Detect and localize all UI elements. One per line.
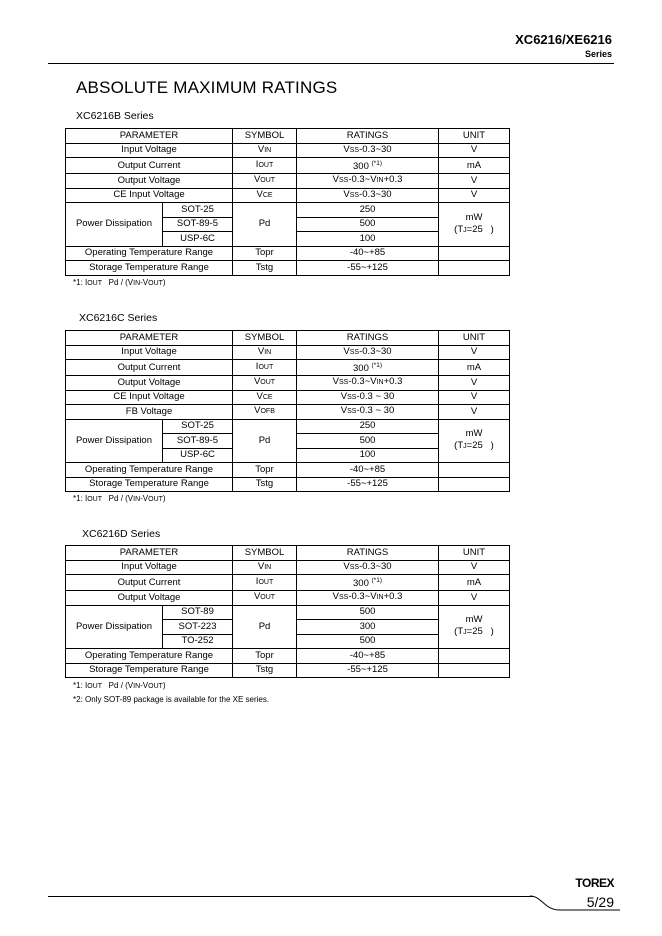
unit-cell: mA xyxy=(439,158,510,174)
symbol-cell: Tstg xyxy=(233,261,297,276)
rating-cell: 500 xyxy=(297,634,439,649)
unit-cell xyxy=(439,649,510,664)
symbol-cell: Topr xyxy=(233,649,297,664)
col-unit: UNIT xyxy=(439,331,510,346)
symbol-cell: IOUT xyxy=(233,158,297,174)
symbol-cell: Pd xyxy=(233,203,297,247)
col-symbol: SYMBOL xyxy=(233,546,297,561)
page-title: ABSOLUTE MAXIMUM RATINGS xyxy=(76,78,338,97)
document-header-subtitle: Series xyxy=(584,49,612,59)
unit-cell xyxy=(439,463,510,478)
symbol-cell: VOUT xyxy=(233,591,297,606)
col-unit: UNIT xyxy=(439,129,510,144)
param-cell: CE Input Voltage xyxy=(66,390,233,405)
table-row xyxy=(66,376,510,391)
symbol-cell: VOUT xyxy=(233,174,297,189)
rating-cell: 300 $^{(*1)}$ xyxy=(297,158,439,174)
rating-cell: 500 xyxy=(297,434,439,449)
param-cell: Power Dissipation xyxy=(66,605,163,649)
param-cell: Input Voltage xyxy=(66,143,233,158)
rating-cell: 250 xyxy=(297,419,439,434)
rating-cell: 300 $^{(*1)}$ xyxy=(297,575,439,591)
param-cell: Output Current xyxy=(66,360,233,376)
ratings-table-b xyxy=(65,128,510,276)
table-row xyxy=(66,560,510,575)
col-symbol: SYMBOL xyxy=(233,129,297,144)
torex-logo: TOREX xyxy=(575,876,614,890)
unit-cell: V xyxy=(439,188,510,203)
package-cell: SOT-223 xyxy=(163,620,233,635)
param-cell: Operating Temperature Range xyxy=(66,463,233,478)
param-cell: Operating Temperature Range xyxy=(66,649,233,664)
rating-cell: 300 $^{(*1)}$ xyxy=(297,360,439,376)
rating-cell: -40~+85 xyxy=(297,246,439,261)
rating-cell: VSS-0.3~30 xyxy=(297,143,439,158)
unit-cell: mW (TJ=25 ) xyxy=(439,419,510,463)
package-cell: SOT-89-5 xyxy=(163,434,233,449)
symbol-cell: Pd xyxy=(233,605,297,649)
table-header-row xyxy=(66,331,510,346)
unit-cell: mA xyxy=(439,360,510,376)
symbol-cell: Pd xyxy=(233,419,297,463)
table-row xyxy=(66,345,510,360)
unit-cell: mW (TJ=25 ) xyxy=(439,605,510,649)
unit-cell: mA xyxy=(439,575,510,591)
col-symbol: SYMBOL xyxy=(233,331,297,346)
unit-cell: V xyxy=(439,174,510,189)
unit-cell: V xyxy=(439,560,510,575)
package-cell: SOT-89-5 xyxy=(163,217,233,232)
page-number: 5/29 xyxy=(586,894,614,910)
section-title-c: XC6216C Series xyxy=(79,312,158,324)
rating-cell: -55~+125 xyxy=(297,477,439,492)
param-cell: Operating Temperature Range xyxy=(66,246,233,261)
symbol-cell: Topr xyxy=(233,463,297,478)
footnote-1-b: *1: IOUT Pd / (VIN-VOUT) xyxy=(73,278,166,287)
rating-cell: 300 xyxy=(297,620,439,635)
package-cell: SOT-25 xyxy=(163,419,233,434)
param-cell: Output Current xyxy=(66,575,233,591)
unit-cell xyxy=(439,246,510,261)
rating-cell: -55~+125 xyxy=(297,261,439,276)
table-row xyxy=(66,203,510,218)
symbol-cell: IOUT xyxy=(233,575,297,591)
package-cell: SOT-25 xyxy=(163,203,233,218)
footnote-1-d: *1: IOUT Pd / (VIN-VOUT) xyxy=(73,681,166,690)
table-row xyxy=(66,143,510,158)
rating-cell: 100 xyxy=(297,448,439,463)
package-cell: SOT-89 xyxy=(163,605,233,620)
rating-cell: VSS-0.3~30 xyxy=(297,560,439,575)
table-row xyxy=(66,463,510,478)
rating-cell: VSS-0.3 ~ 30 xyxy=(297,405,439,420)
param-cell: Output Current xyxy=(66,158,233,174)
col-parameter: PARAMETER xyxy=(66,129,233,144)
param-cell: Power Dissipation xyxy=(66,203,163,247)
table-row xyxy=(66,246,510,261)
col-ratings: RATINGS xyxy=(297,331,439,346)
unit-cell: V xyxy=(439,390,510,405)
col-ratings: RATINGS xyxy=(297,546,439,561)
table-row xyxy=(66,174,510,189)
param-cell: Storage Temperature Range xyxy=(66,663,233,678)
table-row xyxy=(66,405,510,420)
param-cell: Output Voltage xyxy=(66,174,233,189)
symbol-cell: VIN xyxy=(233,560,297,575)
unit-cell xyxy=(439,663,510,678)
rating-cell: VSS-0.3~30 xyxy=(297,188,439,203)
table-row xyxy=(66,477,510,492)
param-cell: FB Voltage xyxy=(66,405,233,420)
param-cell: Power Dissipation xyxy=(66,419,163,463)
col-unit: UNIT xyxy=(439,546,510,561)
rating-cell: -40~+85 xyxy=(297,649,439,664)
table-row xyxy=(66,591,510,606)
table-row xyxy=(66,188,510,203)
table-header-row xyxy=(66,129,510,144)
section-title-b: XC6216B Series xyxy=(76,110,154,122)
unit-cell: V xyxy=(439,376,510,391)
table-row xyxy=(66,575,510,591)
unit-cell xyxy=(439,261,510,276)
symbol-cell: Tstg xyxy=(233,663,297,678)
unit-cell: V xyxy=(439,405,510,420)
rating-cell: VSS-0.3 ~ 30 xyxy=(297,390,439,405)
table-row xyxy=(66,390,510,405)
param-cell: CE Input Voltage xyxy=(66,188,233,203)
param-cell: Output Voltage xyxy=(66,591,233,606)
rating-cell: 500 xyxy=(297,605,439,620)
rating-cell: -55~+125 xyxy=(297,663,439,678)
param-cell: Input Voltage xyxy=(66,560,233,575)
table-header-row xyxy=(66,546,510,561)
package-cell: USP-6C xyxy=(163,448,233,463)
rating-cell: VSS-0.3~30 xyxy=(297,345,439,360)
symbol-cell: Topr xyxy=(233,246,297,261)
symbol-cell: VIN xyxy=(233,143,297,158)
footnote-1-c: *1: IOUT Pd / (VIN-VOUT) xyxy=(73,494,166,503)
package-cell: TO-252 xyxy=(163,634,233,649)
footer-rule xyxy=(48,896,534,897)
document-header-title: XC6216/XE6216 xyxy=(515,32,612,47)
unit-cell: V xyxy=(439,143,510,158)
rating-cell: 500 xyxy=(297,217,439,232)
table-row xyxy=(66,360,510,376)
param-cell: Storage Temperature Range xyxy=(66,477,233,492)
unit-cell: mW (TJ=25 ) xyxy=(439,203,510,247)
col-parameter: PARAMETER xyxy=(66,546,233,561)
col-ratings: RATINGS xyxy=(297,129,439,144)
unit-cell xyxy=(439,477,510,492)
rating-cell: VSS-0.3~VIN+0.3 xyxy=(297,376,439,391)
package-cell: USP-6C xyxy=(163,232,233,247)
table-row xyxy=(66,261,510,276)
ratings-table-d xyxy=(65,545,510,678)
unit-cell: V xyxy=(439,591,510,606)
header-rule xyxy=(48,63,614,64)
symbol-cell: VOFB xyxy=(233,405,297,420)
section-title-d: XC6216D Series xyxy=(82,528,161,540)
param-cell: Storage Temperature Range xyxy=(66,261,233,276)
rating-cell: VSS-0.3~VIN+0.3 xyxy=(297,174,439,189)
unit-cell: V xyxy=(439,345,510,360)
param-cell: Output Voltage xyxy=(66,376,233,391)
rating-cell: 100 xyxy=(297,232,439,247)
param-cell: Input Voltage xyxy=(66,345,233,360)
symbol-cell: VOUT xyxy=(233,376,297,391)
rating-cell: -40~+85 xyxy=(297,463,439,478)
table-row xyxy=(66,419,510,434)
ratings-table-c xyxy=(65,330,510,492)
table-row xyxy=(66,649,510,664)
symbol-cell: IOUT xyxy=(233,360,297,376)
table-row xyxy=(66,158,510,174)
rating-cell: 250 xyxy=(297,203,439,218)
symbol-cell: VCE xyxy=(233,188,297,203)
footnote-2-d: *2: Only SOT-89 package is available for the XE series. xyxy=(73,695,270,704)
table-row xyxy=(66,605,510,620)
symbol-cell: VCE xyxy=(233,390,297,405)
table-row xyxy=(66,663,510,678)
symbol-cell: Tstg xyxy=(233,477,297,492)
col-parameter: PARAMETER xyxy=(66,331,233,346)
rating-cell: VSS-0.3~VIN+0.3 xyxy=(297,591,439,606)
symbol-cell: VIN xyxy=(233,345,297,360)
